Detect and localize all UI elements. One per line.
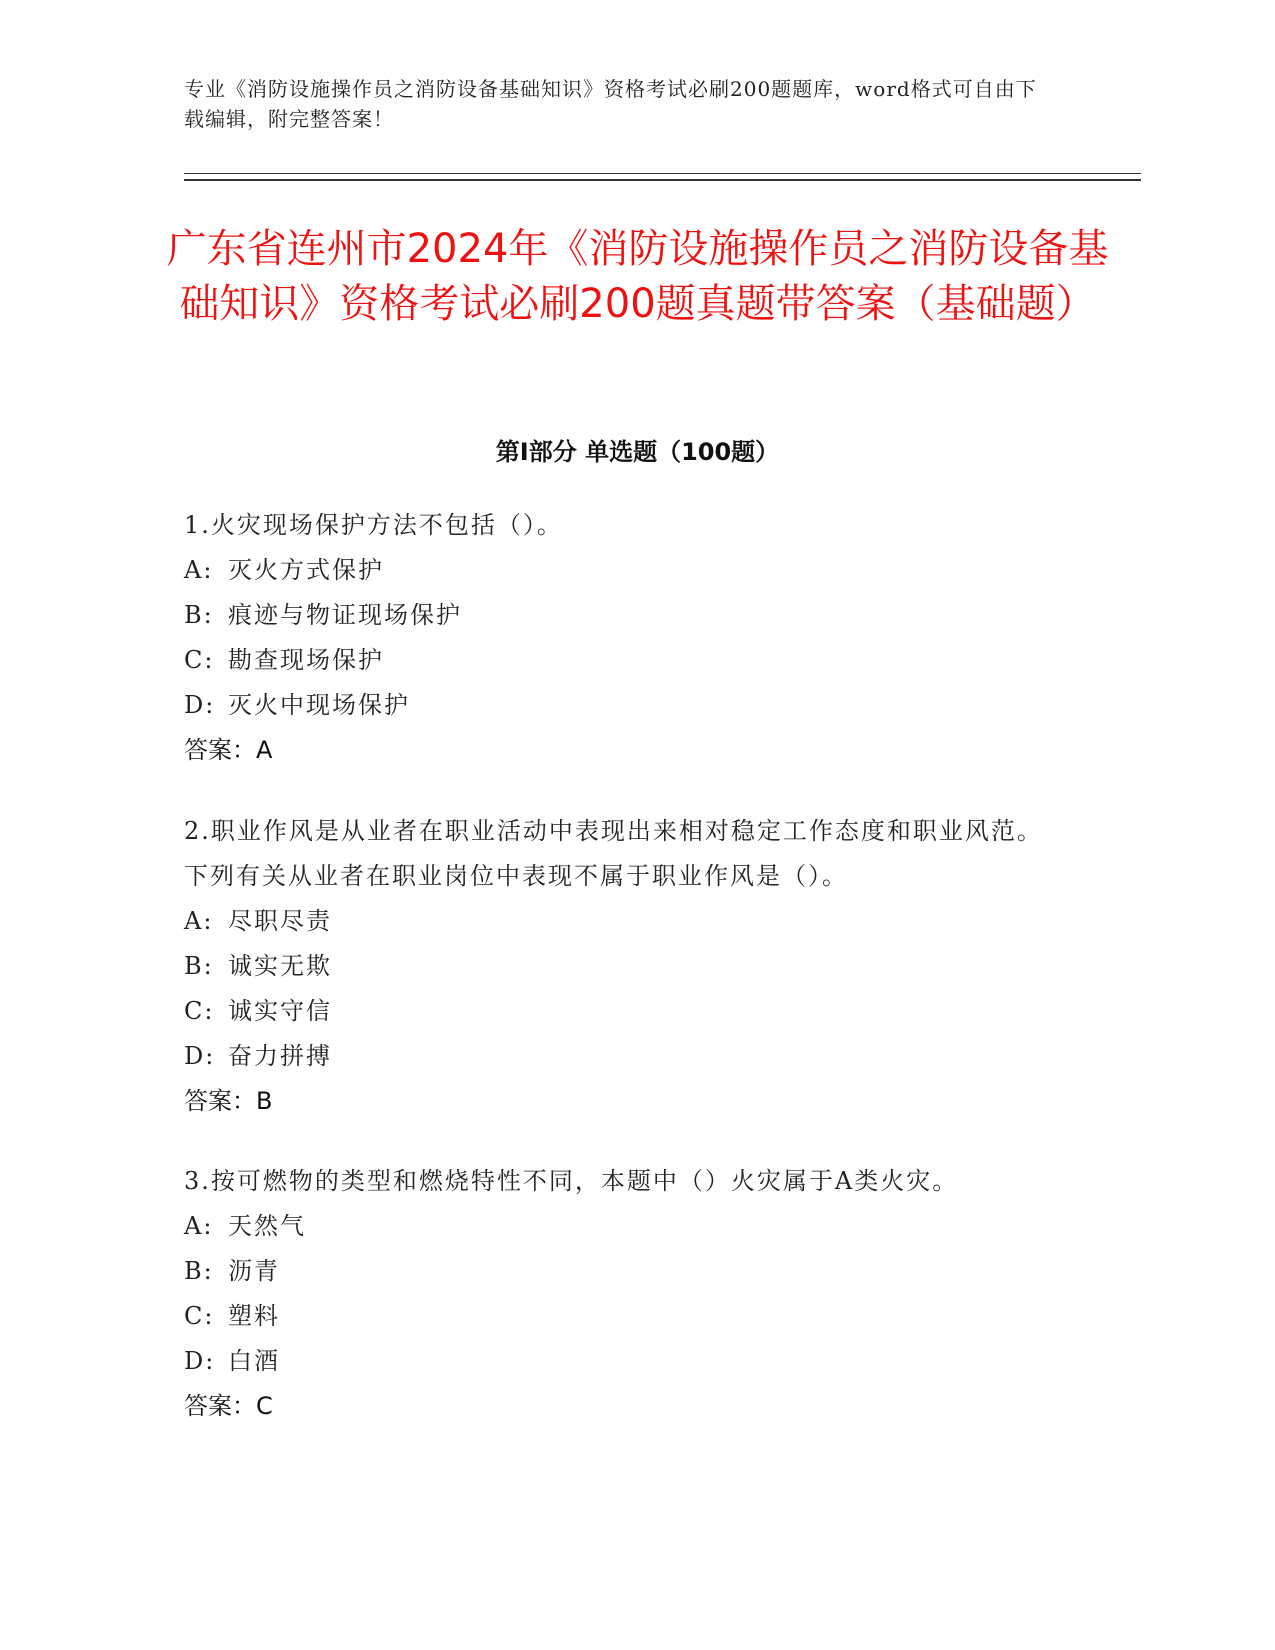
option-c: [184, 638, 1064, 683]
option-key: A:: [184, 907, 214, 935]
option-key: C:: [184, 646, 215, 674]
option-b: [184, 944, 1064, 989]
option-key: A:: [184, 556, 214, 584]
option-a: [184, 1204, 1064, 1249]
question-3: [184, 1159, 1064, 1429]
option-d: [184, 1339, 1064, 1384]
option-text: 勘查现场保护: [228, 646, 384, 674]
document-title: 广东省连州市2024年《消防设施操作员之消防设备基础知识》资格考试必刷200题真题带答案（基础题）: [166, 226, 1109, 327]
answer: 答案：B: [184, 1087, 273, 1115]
option-b: [184, 593, 1064, 638]
option-d: [184, 683, 1064, 728]
option-key: D:: [184, 1347, 216, 1375]
question-1: [184, 503, 1064, 773]
option-key: C:: [184, 1302, 215, 1330]
question-stem: 1.火灾现场保护方法不包括（）。: [184, 511, 563, 539]
header-note: 专业《消防设施操作员之消防设备基础知识》资格考试必刷200题题库，word格式可自由下载编辑，附完整答案！: [184, 77, 1037, 131]
option-key: A:: [184, 1212, 214, 1240]
option-text: 灭火中现场保护: [228, 691, 410, 719]
option-b: [184, 1249, 1064, 1294]
option-key: D:: [184, 691, 216, 719]
option-a: [184, 548, 1064, 593]
option-text: 诚实守信: [228, 997, 332, 1025]
option-text: 塑料: [228, 1302, 280, 1330]
question-stem: 3.按可燃物的类型和燃烧特性不同，本题中（）火灾属于A类火灾。: [184, 1167, 959, 1195]
header-divider-thin: [184, 173, 1141, 174]
option-d: [184, 1034, 1064, 1079]
option-text: 痕迹与物证现场保护: [228, 601, 462, 629]
answer: 答案：A: [184, 736, 273, 764]
option-key: B:: [184, 1257, 214, 1285]
option-text: 沥青: [228, 1257, 280, 1285]
option-text: 尽职尽责: [228, 907, 332, 935]
option-key: C:: [184, 997, 215, 1025]
option-text: 白酒: [228, 1347, 280, 1375]
option-c: [184, 1294, 1064, 1339]
section-title: 第I部分 单选题（100题）: [495, 438, 780, 466]
question-2: [184, 809, 1064, 1124]
option-key: B:: [184, 601, 214, 629]
header-divider-thick: [184, 179, 1141, 181]
answer: 答案：C: [184, 1392, 273, 1420]
option-text: 奋力拼搏: [228, 1042, 332, 1070]
option-text: 灭火方式保护: [228, 556, 384, 584]
option-a: [184, 899, 1064, 944]
option-text: 诚实无欺: [228, 952, 332, 980]
option-key: B:: [184, 952, 214, 980]
question-stem: 2.职业作风是从业者在职业活动中表现出来相对稳定工作态度和职业风范。下列有关从业者在职业岗位中表现不属于职业作风是（）。: [184, 817, 1043, 890]
option-text: 天然气: [228, 1212, 306, 1240]
option-key: D:: [184, 1042, 216, 1070]
option-c: [184, 989, 1064, 1034]
